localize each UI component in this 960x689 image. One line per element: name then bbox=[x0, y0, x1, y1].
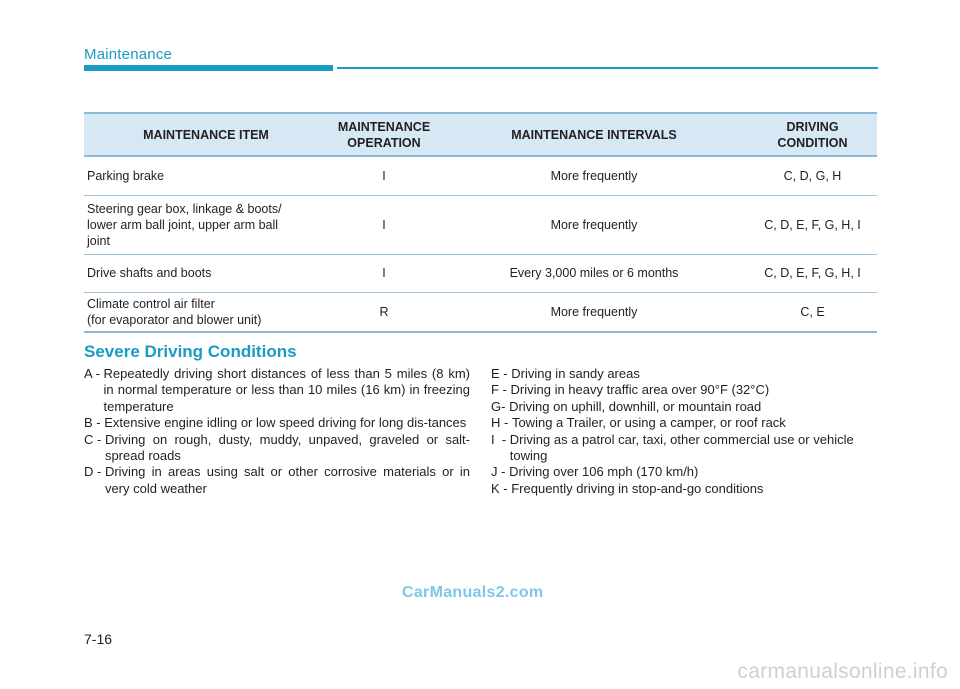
condition-text: Repeatedly driving short distances of less than 5 miles (8 km) in normal temperature or less than 10 miles (16 km) in freezing temperature bbox=[103, 366, 470, 414]
condition-label: G- bbox=[491, 398, 510, 414]
cell-interval: More frequently bbox=[440, 156, 748, 195]
cell-condition: C, D, E, F, G, H, I bbox=[748, 195, 877, 254]
condition-label: I - bbox=[491, 431, 510, 447]
page-number: 7-16 bbox=[84, 631, 113, 647]
condition-item bbox=[84, 415, 470, 431]
table-header-row bbox=[84, 113, 877, 156]
condition-label: F - bbox=[491, 382, 511, 398]
section-title: Maintenance bbox=[84, 46, 173, 63]
severe-conditions-title: Severe Driving Conditions bbox=[84, 342, 297, 361]
header-rule-thin bbox=[337, 67, 878, 69]
conditions-left-column bbox=[84, 366, 470, 497]
condition-text: Driving in areas using salt or other corrosive materials or in very cold weather bbox=[104, 464, 470, 496]
cell-item: Steering gear box, linkage & boots/ lower arm ball joint, upper arm ball joint bbox=[84, 195, 328, 254]
condition-label: A - bbox=[84, 366, 104, 381]
cell-item: Climate control air filter (for evaporator and blower unit) bbox=[84, 292, 328, 332]
header-rule-thick bbox=[84, 65, 333, 71]
condition-item bbox=[84, 366, 470, 415]
condition-item bbox=[491, 399, 881, 415]
table-row bbox=[84, 195, 877, 254]
cell-operation: I bbox=[328, 195, 440, 254]
condition-label: E - bbox=[491, 366, 512, 381]
condition-text: Driving on uphill, downhill, or mountain road bbox=[509, 398, 762, 414]
cell-item: Parking brake bbox=[84, 156, 328, 195]
condition-text: Driving over 106 mph (170 km/h) bbox=[509, 464, 699, 480]
table-row bbox=[84, 292, 877, 332]
condition-text: Driving in sandy areas bbox=[511, 366, 640, 381]
condition-label: C - bbox=[84, 431, 105, 447]
condition-text: Towing a Trailer, or using a camper, or roof rack bbox=[511, 415, 786, 431]
cell-condition: C, E bbox=[748, 292, 877, 332]
table-row bbox=[84, 254, 877, 292]
condition-text: Driving on rough, dusty, muddy, unpaved, graveled or salt-spread roads bbox=[104, 431, 470, 464]
condition-text: Driving in heavy traffic area over 90°F (32°C) bbox=[510, 382, 770, 398]
table-row bbox=[84, 156, 877, 195]
condition-item bbox=[84, 464, 470, 497]
condition-label: H - bbox=[491, 415, 512, 431]
column-header: MAINTENANCE INTERVALS bbox=[440, 113, 748, 156]
cell-operation: I bbox=[328, 156, 440, 195]
maintenance-table bbox=[84, 112, 877, 333]
cell-interval: More frequently bbox=[440, 292, 748, 332]
condition-text: Frequently driving in stop-and-go conditions bbox=[511, 480, 764, 496]
cell-interval: More frequently bbox=[440, 195, 748, 254]
column-header: MAINTENANCE OPERATION bbox=[328, 113, 440, 156]
cell-item: Drive shafts and boots bbox=[84, 254, 328, 292]
cell-operation: R bbox=[328, 292, 440, 332]
watermark-logo[interactable]: CarManuals2.com bbox=[402, 584, 544, 601]
condition-item bbox=[491, 415, 881, 431]
column-header: DRIVING CONDITION bbox=[748, 113, 877, 156]
condition-item bbox=[491, 366, 881, 382]
condition-label: K - bbox=[491, 480, 512, 496]
condition-item bbox=[491, 481, 881, 497]
conditions-right-column bbox=[491, 366, 881, 497]
condition-item bbox=[491, 432, 881, 465]
condition-label: D - bbox=[84, 464, 105, 480]
condition-label: B - bbox=[84, 415, 105, 431]
condition-text: Driving as a patrol car, taxi, other commercial use or vehicle towing bbox=[509, 431, 854, 464]
cell-interval: Every 3,000 miles or 6 months bbox=[440, 254, 748, 292]
cell-condition: C, D, E, F, G, H, I bbox=[748, 254, 877, 292]
condition-item bbox=[491, 382, 881, 398]
condition-item bbox=[84, 432, 470, 465]
condition-item bbox=[491, 464, 881, 480]
condition-label: J - bbox=[491, 464, 510, 480]
column-header: MAINTENANCE ITEM bbox=[84, 113, 328, 156]
footer-watermark: carmanualsonline.info bbox=[737, 660, 948, 683]
cell-operation: I bbox=[328, 254, 440, 292]
condition-text: Extensive engine idling or low speed driving for long dis-tances bbox=[104, 415, 467, 431]
cell-condition: C, D, G, H bbox=[748, 156, 877, 195]
